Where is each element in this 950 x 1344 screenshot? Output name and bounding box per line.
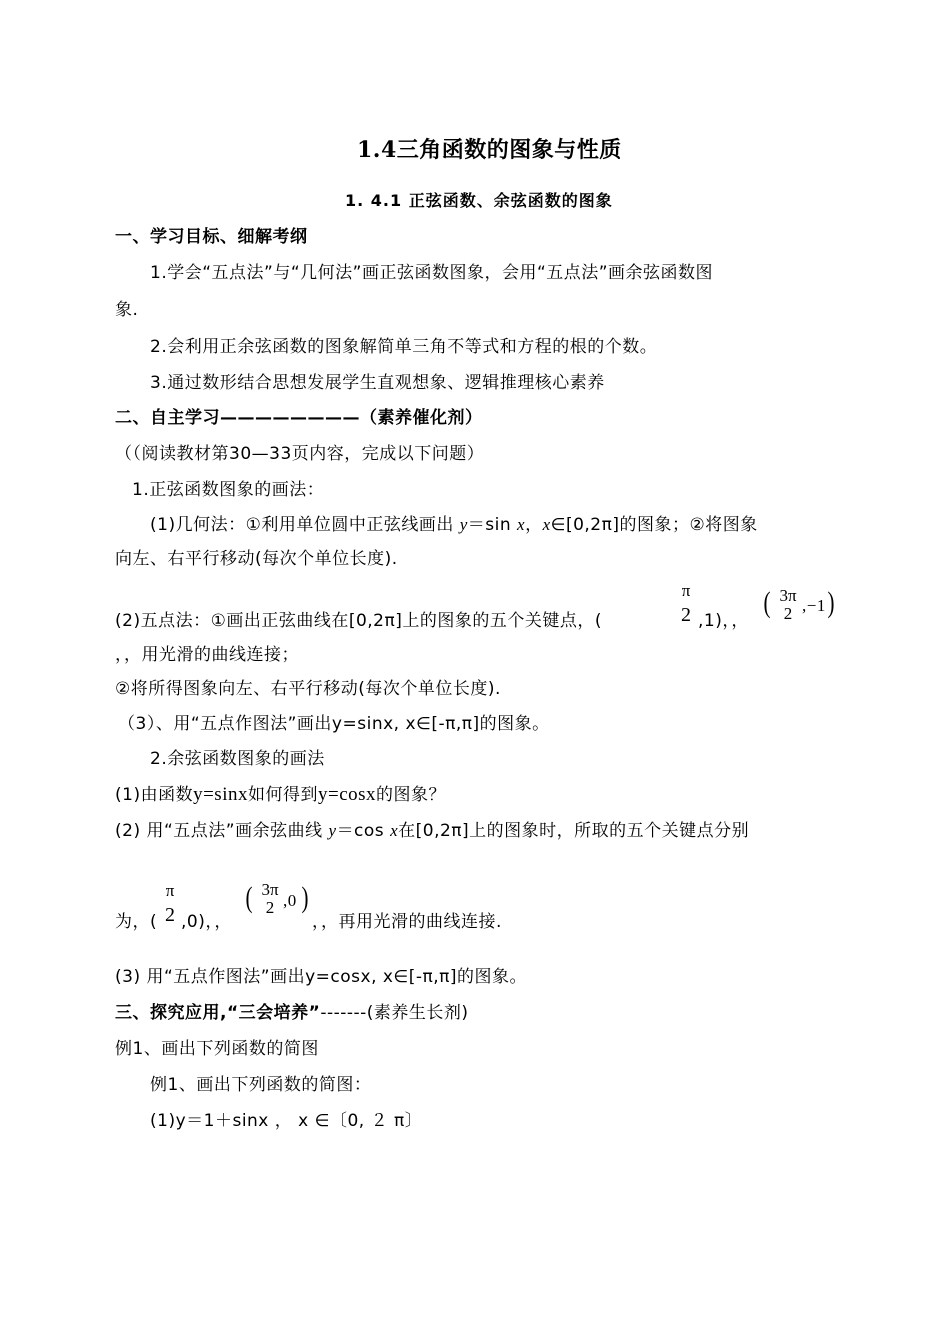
text: ＝cos: [336, 821, 391, 841]
denominator: 2: [783, 604, 793, 623]
cos-question-2-line-b-mid: ,0)，，: [181, 912, 232, 932]
text: ＝sin: [467, 515, 518, 535]
section-2-heading: 二、自主学习————————（素养催化剂）: [115, 408, 483, 428]
question-1-title: 1.正弦函数图象的画法：: [132, 480, 325, 500]
geometric-method-line-b: 向左、右平行移动(每次个单位长度).: [115, 549, 398, 569]
five-point-line-b: ，，用光滑的曲线连接；: [115, 645, 299, 665]
point-y-value: ,0: [283, 891, 297, 910]
question-2-title: 2.余弦函数图象的画法: [150, 749, 325, 769]
math-x: x: [517, 515, 526, 534]
math-x: x: [542, 515, 551, 534]
left-paren: (: [245, 881, 253, 914]
cos-question-2-line-b-pre: 为，(: [115, 912, 158, 932]
example-title: 例1、画出下列函数的简图: [115, 1039, 319, 1059]
denominator: 2: [681, 604, 691, 626]
goal-1-line-a: 1.学会“五点法”与“几何法”画正弦函数图象，会用“五点法”画余弦函数图: [150, 263, 714, 283]
fraction-3pi-over-2: [258, 881, 282, 917]
math-y: y: [328, 821, 337, 840]
text: ∈[0,2π]的图象；②将图象: [550, 515, 758, 535]
cos-question-2-line-b-post: ，，再用光滑的曲线连接.: [312, 912, 502, 932]
text: (2) 用“五点法”画余弦曲线: [115, 821, 329, 841]
example-1-item-1: (1)y＝1＋sinx ， x ∈〔0, ２ π〕: [150, 1111, 423, 1131]
right-paren: ): [827, 586, 835, 619]
reading-instruction: （（阅读教材第30—33页内容，完成以下问题）: [115, 444, 485, 464]
goal-1-line-b: 象.: [115, 300, 139, 320]
math-y-cosx: y=cosx: [317, 784, 377, 805]
section-3-heading: [115, 1002, 469, 1024]
numerator: 3π: [261, 880, 279, 899]
geometric-method-line-a: [150, 514, 758, 536]
fraction-3pi-over-2: [776, 587, 800, 623]
text: 的图象？: [376, 785, 447, 805]
text: ，: [525, 515, 543, 535]
cos-question-3: (3) 用“五点作图法”画出y=cosx, x∈[-π,π]的图象。: [115, 967, 528, 987]
five-point-line-a-tail: ,1)，，: [698, 611, 749, 631]
question-1-3: （3）、用“五点作图法”画出y=sinx, x∈[-π,π]的图象。: [118, 714, 550, 734]
section-subtitle: 1. 4.1 正弦函数、余弦函数的图象: [345, 191, 613, 210]
five-point-line-c: ②将所得图象向左、右平行移动(每次个单位长度).: [115, 679, 501, 699]
math-x: x: [390, 821, 399, 840]
section-1-heading: 一、学习目标、细解考纲: [115, 227, 308, 247]
cos-question-1: [115, 784, 446, 806]
goal-2: 2.会利用正余弦函数的图象解简单三角不等式和方程的根的个数。: [150, 337, 658, 357]
text: (1)几何法：①利用单位圆中正弦线画出: [150, 515, 460, 535]
heading-bold: 三、探究应用,“三会培养”: [115, 1003, 321, 1023]
denominator: 2: [165, 904, 175, 926]
text: 在[0,2π]上的图象时，所取的五个关键点分别: [398, 821, 750, 841]
heading-tail: -------(素养生长剂): [320, 1003, 469, 1023]
five-point-line-a: (2)五点法：①画出正弦曲线在[0,2π]上的图象的五个关键点，(: [115, 611, 602, 631]
fraction-pi-over-2: [160, 882, 180, 924]
numerator: π: [681, 581, 691, 600]
text: 如何得到: [247, 785, 318, 805]
numerator: π: [165, 881, 175, 900]
math-y: y: [459, 515, 468, 534]
math-y-sinx: y=sinx: [193, 784, 248, 805]
left-paren: (: [763, 586, 771, 619]
point-y-value: ,−1: [802, 596, 826, 615]
cos-question-2-line-a: [115, 820, 749, 842]
example-title-2: 例1、画出下列函数的简图：: [150, 1075, 372, 1095]
numerator: 3π: [779, 586, 797, 605]
right-paren: ): [301, 881, 309, 914]
fraction-pi-over-2: [676, 582, 696, 624]
goal-3: 3.通过数形结合思想发展学生直观想象、逻辑推理核心素养: [150, 373, 605, 393]
text: (1)由函数: [115, 785, 194, 805]
page-title: 1.4三角函数的图象与性质: [357, 137, 622, 163]
denominator: 2: [265, 898, 275, 917]
